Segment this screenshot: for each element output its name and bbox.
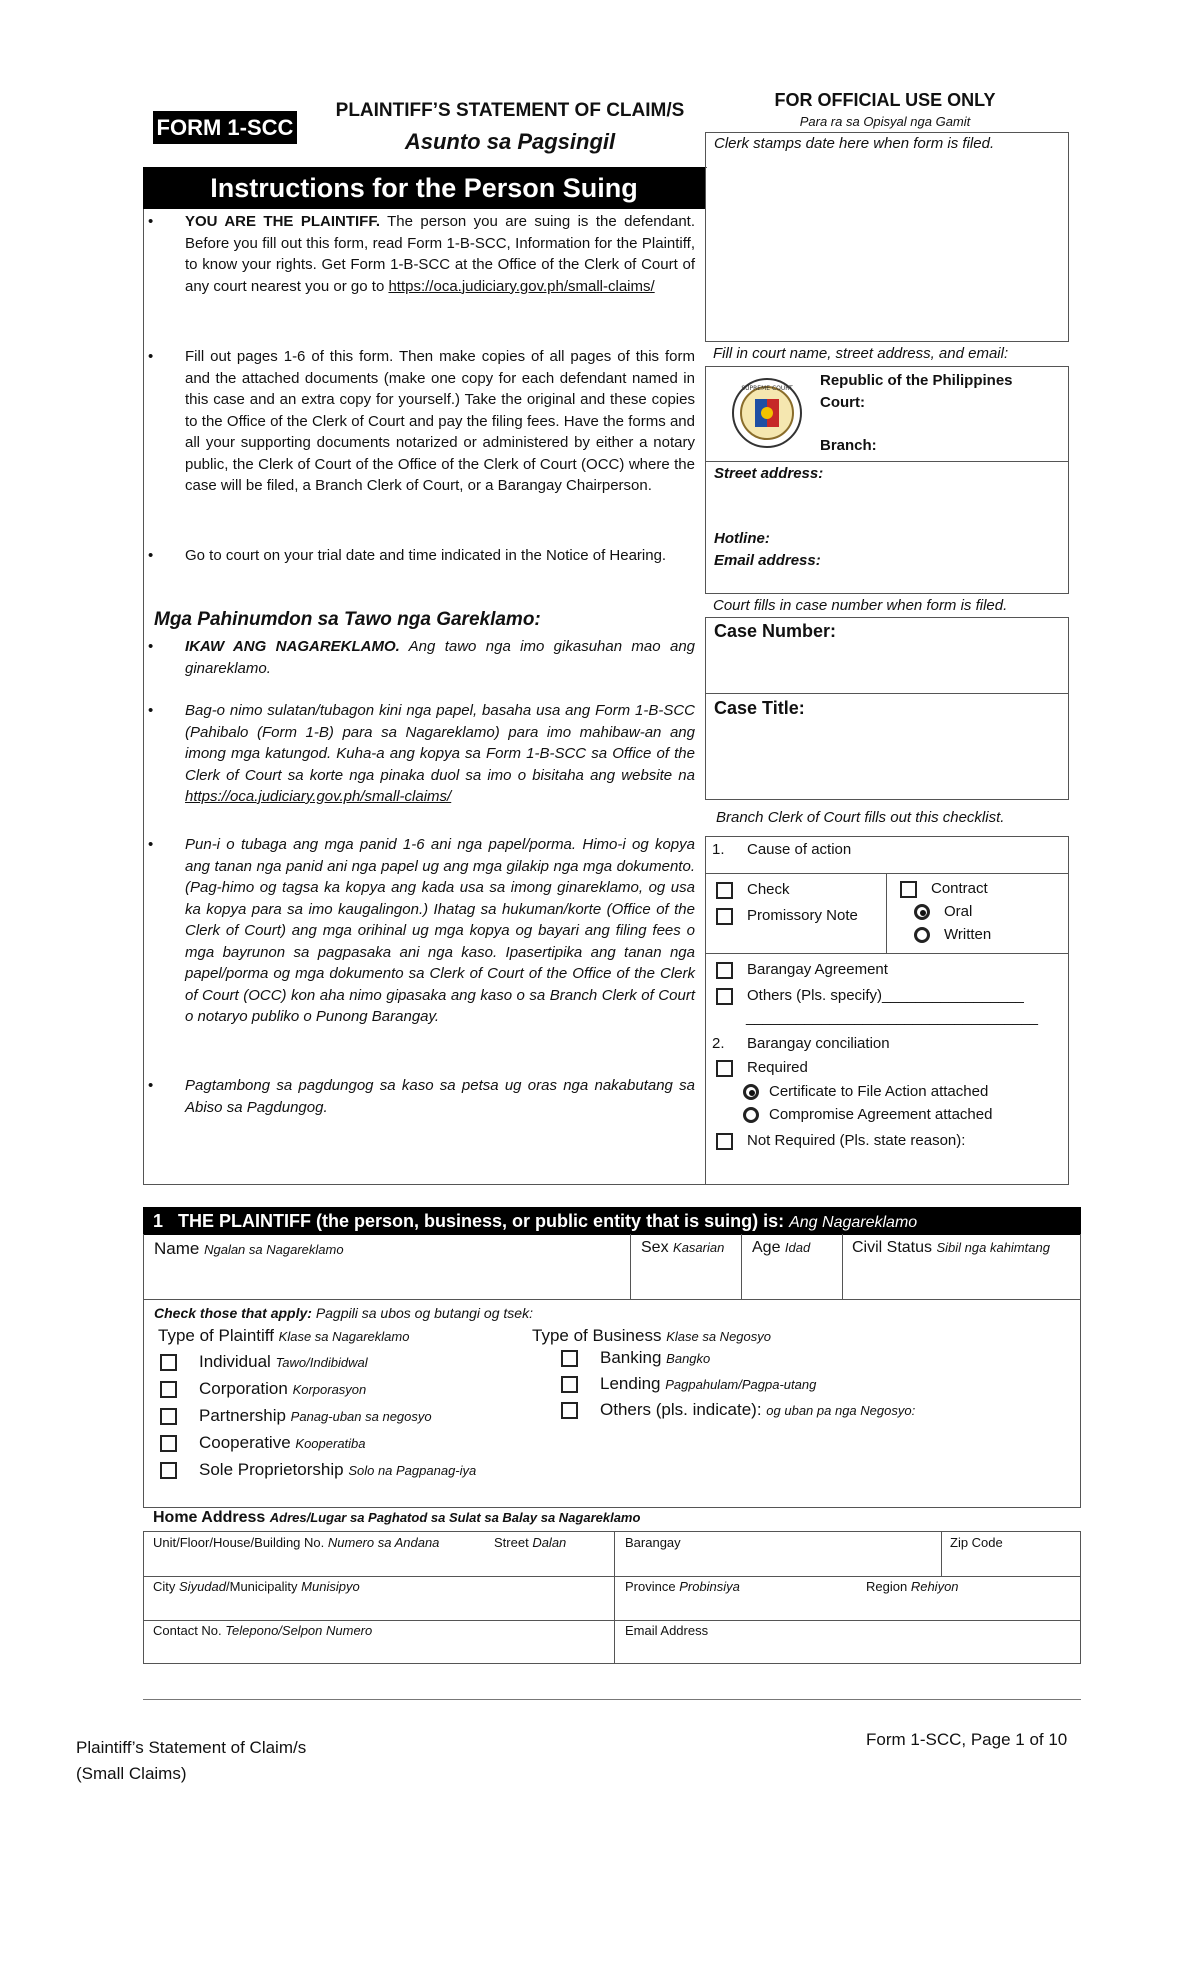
- name-field[interactable]: [154, 1239, 344, 1259]
- plaintiff-box: [143, 1234, 1081, 1508]
- field-translation: Numero sa Andana: [327, 1535, 440, 1550]
- required-option[interactable]: [716, 1059, 808, 1077]
- option-translation: Korporasyon: [292, 1382, 367, 1397]
- plaintiff-type-individual[interactable]: [160, 1352, 368, 1372]
- court-info-caption: Fill in court name, street address, and email:: [713, 345, 1009, 362]
- radio-button[interactable]: [914, 904, 930, 920]
- field-label: Province: [625, 1579, 676, 1594]
- form-code-badge: FORM 1-SCC: [153, 111, 297, 144]
- field-label: City: [153, 1579, 176, 1594]
- option-label: Barangay Agreement: [747, 961, 888, 978]
- street-address-label: Street address:: [714, 465, 824, 482]
- field-label: Name: [154, 1239, 200, 1258]
- radio-button[interactable]: [914, 927, 930, 943]
- court-label: Court:: [820, 394, 865, 411]
- republic-label: Republic of the Philippines: [820, 372, 1013, 389]
- option-label: Individual: [199, 1352, 271, 1371]
- field-label: Street: [494, 1535, 529, 1550]
- business-type-banking[interactable]: [561, 1348, 710, 1368]
- option-translation: Bangko: [666, 1351, 711, 1366]
- compromise-option[interactable]: [743, 1106, 992, 1123]
- option-label: Contract: [931, 880, 988, 897]
- check-apply-instruction: [154, 1305, 533, 1321]
- field-translation: Sibil nga kahimtang: [936, 1240, 1050, 1255]
- branch-label: Branch:: [820, 437, 877, 454]
- checkbox[interactable]: [716, 908, 733, 925]
- checkbox[interactable]: [561, 1376, 578, 1393]
- civil-status-field[interactable]: [852, 1239, 1050, 1257]
- contract-option[interactable]: [900, 880, 988, 898]
- plaintiff-section-heading: [143, 1207, 1081, 1235]
- others-specify-line[interactable]: ___________________________________: [746, 1009, 1038, 1026]
- sex-field[interactable]: [641, 1239, 724, 1257]
- conciliation-number: 2.: [712, 1035, 725, 1052]
- type-of-business-label: [532, 1326, 771, 1346]
- checklist-caption: Branch Clerk of Court fills out this checklist.: [716, 809, 1005, 826]
- small-claims-link[interactable]: https://oca.judiciary.gov.ph/small-claims/: [388, 277, 655, 295]
- group-label: Type of Business: [532, 1326, 662, 1345]
- translation-lead: IKAW ANG NAGAREKLAMO.: [185, 638, 400, 655]
- province-field[interactable]: [625, 1579, 740, 1594]
- group-translation: Klase sa Nagareklamo: [278, 1329, 410, 1344]
- footer-page-number: Form 1-SCC, Page 1 of 10: [866, 1730, 1068, 1749]
- option-label: Partnership: [199, 1406, 286, 1425]
- zip-code-field[interactable]: Zip Code: [950, 1535, 1003, 1550]
- clerk-stamp-caption: Clerk stamps date here when form is filed.: [714, 135, 995, 152]
- bullet-marker: •: [148, 1077, 154, 1094]
- case-caption: Court fills in case number when form is filed.: [713, 597, 1008, 614]
- field-label: Region: [866, 1579, 908, 1594]
- instructions-heading: Instructions for the Person Suing: [143, 167, 705, 209]
- translation-item-4: Pagtambong sa pagdungog sa kaso sa petsa ug oras nga nakabutang sa Abiso sa Pagdungog.: [185, 1077, 695, 1116]
- option-label: Certificate to File Action attached: [769, 1083, 989, 1100]
- option-translation: Panag-uban sa negosyo: [290, 1409, 432, 1424]
- instruction-item-1: [185, 211, 695, 297]
- certificate-option[interactable]: [743, 1083, 988, 1100]
- court-info-box[interactable]: [705, 366, 1069, 594]
- translation-heading: Mga Pahinumdon sa Tawo nga Gareklamo:: [154, 609, 541, 630]
- field-translation: Siyudad: [179, 1579, 226, 1594]
- promissory-note-option[interactable]: [716, 907, 858, 925]
- option-translation: Tawo/Indibidwal: [275, 1355, 368, 1370]
- field-translation: Telepono/Selpon Numero: [225, 1623, 373, 1638]
- checkbox[interactable]: [561, 1350, 578, 1367]
- city-municipality-field[interactable]: [153, 1579, 360, 1594]
- plaintiff-type-corporation[interactable]: [160, 1379, 366, 1399]
- business-type-lending[interactable]: [561, 1374, 816, 1394]
- instruction-lead: YOU ARE THE PLAINTIFF.: [185, 213, 380, 230]
- checkbox[interactable]: [160, 1408, 177, 1425]
- field-translation: Kasarian: [673, 1240, 725, 1255]
- cause-of-action-label: Cause of action: [747, 841, 852, 858]
- field-translation: Munisipyo: [301, 1579, 360, 1594]
- option-label: Not Required (Pls. state reason):: [747, 1132, 966, 1149]
- supreme-court-seal-icon: [731, 377, 803, 449]
- translation-item-1: [185, 636, 695, 679]
- oral-option[interactable]: [914, 903, 972, 920]
- checklist-box: [705, 836, 1069, 1185]
- option-translation: Pagpahulam/Pagpa-utang: [665, 1377, 817, 1392]
- field-label: Unit/Floor/House/Building No.: [153, 1535, 325, 1550]
- email-address-label: Email address:: [714, 552, 821, 569]
- type-of-plaintiff-label: [158, 1326, 409, 1346]
- section-heading-translation: Ang Nagareklamo: [789, 1214, 918, 1231]
- checkbox[interactable]: [716, 1060, 733, 1077]
- option-translation: og uban pa nga Negosyo:: [766, 1403, 916, 1418]
- field-label: Civil Status: [852, 1239, 933, 1256]
- checkbox[interactable]: [716, 962, 733, 979]
- option-label: Cooperative: [199, 1433, 291, 1452]
- option-label: Corporation: [199, 1379, 288, 1398]
- option-label: Lending: [600, 1374, 661, 1393]
- age-field[interactable]: [752, 1239, 810, 1257]
- group-translation: Klase sa Negosyo: [666, 1329, 771, 1344]
- barangay-conciliation-label: Barangay conciliation: [747, 1035, 890, 1052]
- bullet-marker: •: [148, 348, 154, 365]
- cause-number: 1.: [712, 841, 725, 858]
- small-claims-link-tr[interactable]: https://oca.judiciary.gov.ph/small-claims/: [185, 788, 452, 805]
- footer-divider: [143, 1699, 1081, 1700]
- case-number-label: Case Number:: [714, 621, 837, 641]
- footer-form-type: (Small Claims): [76, 1764, 187, 1783]
- group-label: Type of Plaintiff: [158, 1326, 274, 1345]
- translation-item-3: Pun-i o tubaga ang mga panid 1-6 ani nga papel/porma. Himo-i og kopya ang tanan nga panid ani nga papel ug ang mga gilakip nga mga dokumento. (Pag-himo og tagsa ka kopya ang kada usa sa imong ginareklamo, og usa ka kopya para sa imo kaugalingon.) Ihatag sa hukuman/korte (Office of the Clerk of Court) ang mga orihinal ug mga kopya og bayari ang filing fees o mga bayrunon sa pagpasaka ani nga kaso. Ipasertipika ang tanan nga papel/porma og mga dokumento sa Clerk of Court of the Office of the Clerk of Court (OCC) kon aha nimo gipasaka ang kaso o sa Branch Clerk of Court o notaryo publiko o Punong Barangay.: [185, 836, 695, 1025]
- instruction-translation: Pagpili sa ubos og butangi og tsek:: [315, 1305, 533, 1321]
- official-use-heading: FOR OFFICIAL USE ONLY: [774, 90, 996, 110]
- option-label: Others (Pls. specify)________________: [747, 987, 1016, 1004]
- translation-text: Bag-o nimo sulatan/tubagon kini nga papel, basaha usa ang Form 1-B-SCC (Pahibalo (Form 1-B) para sa Nagareklamo) para imo mahibaw-an ang imong mga katungod. Kuha-a ang kopya sa Form 1-B-SCC sa Office of the Clerk of Court sa korte nga pinaka duol sa imo o bisitaha ang website na: [185, 702, 695, 784]
- bullet-marker: •: [148, 638, 154, 655]
- hotline-label: Hotline:: [714, 530, 770, 547]
- home-address-heading: [153, 1509, 640, 1527]
- section-heading-text: THE PLAINTIFF (the person, business, or public entity that is suing) is:: [178, 1211, 785, 1231]
- option-label: Sole Proprietorship: [199, 1460, 344, 1479]
- checkbox[interactable]: [160, 1462, 177, 1479]
- email-address-field[interactable]: Email Address: [625, 1623, 709, 1638]
- checkbox[interactable]: [160, 1435, 177, 1452]
- option-translation: Solo na Pagpanag-iya: [348, 1463, 477, 1478]
- unit-field[interactable]: [153, 1535, 439, 1550]
- instruction-item-2: Fill out pages 1-6 of this form. Then make copies of all pages of this form and the attached documents (make one copy for each defendant named in this case and an extra copy for yourself.) Take the original and these copies to the Office of the Clerk of Court and pay the filing fees. Have the forms and all your supporting documents notarized or administered by either a notary public, the Clerk of Court of the Office of the Clerk of Court (OCC) where the case will be filed, a Branch Clerk of Court, or a Barangay Chairperson.: [185, 348, 695, 494]
- barangay-agreement-option[interactable]: [716, 961, 888, 979]
- option-label: Check: [747, 881, 790, 898]
- plaintiff-type-partnership[interactable]: [160, 1406, 432, 1426]
- checkbox[interactable]: [716, 988, 733, 1005]
- field-label: Sex: [641, 1239, 669, 1256]
- field-translation: Probinsiya: [679, 1579, 740, 1594]
- instruction-item-3: Go to court on your trial date and time indicated in the Notice of Hearing.: [185, 547, 667, 564]
- contact-number-field[interactable]: [153, 1623, 372, 1638]
- checkbox[interactable]: [160, 1381, 177, 1398]
- option-label: Oral: [944, 903, 973, 920]
- case-title-label: Case Title:: [714, 698, 805, 718]
- field-translation: Idad: [784, 1240, 811, 1255]
- field-label: Contact No.: [153, 1623, 222, 1638]
- street-field[interactable]: [494, 1535, 566, 1550]
- bullet-marker: •: [148, 547, 154, 564]
- heading-translation: Adres/Lugar sa Paghatod sa Sulat sa Balay sa Nagareklamo: [269, 1510, 641, 1525]
- translation-item-2: [185, 700, 695, 808]
- instruction-text: The person you are suing is the defendant. Before you fill out this form, read Form 1-B-SCC, Information for the Plaintiff, to know your rights. Get Form 1-B-SCC at the Office of the Clerk of Court of any court nearest you or go to: [185, 213, 695, 295]
- option-label: Required: [747, 1059, 808, 1076]
- bullet-marker: •: [148, 836, 154, 853]
- written-option[interactable]: [914, 926, 991, 943]
- business-type-others[interactable]: [561, 1400, 915, 1420]
- field-label: Age: [752, 1239, 781, 1256]
- checkbox[interactable]: [716, 1133, 733, 1150]
- checkbox[interactable]: [900, 881, 917, 898]
- heading-label: Home Address: [153, 1509, 266, 1526]
- svg-text:SUPREME COURT: SUPREME COURT: [741, 385, 793, 392]
- bullet-marker: •: [148, 702, 154, 719]
- option-label-suffix: _: [1015, 987, 1024, 1004]
- plaintiff-type-cooperative[interactable]: [160, 1433, 366, 1453]
- clerk-stamp-box[interactable]: [705, 132, 1069, 342]
- form-title: PLAINTIFF’S STATEMENT OF CLAIM/S: [335, 100, 685, 121]
- instruction-label: Check those that apply:: [154, 1305, 312, 1321]
- translation-text: Ang tawo nga imo gikasuhan mao ang ginareklamo.: [185, 638, 696, 677]
- checkbox[interactable]: [160, 1354, 177, 1371]
- checkbox[interactable]: [561, 1402, 578, 1419]
- option-translation: Kooperatiba: [295, 1436, 366, 1451]
- official-use-translation: Para ra sa Opisyal nga Gamit: [799, 114, 971, 129]
- address-box: [143, 1531, 1081, 1664]
- region-field[interactable]: [866, 1579, 959, 1594]
- field-translation: Dalan: [532, 1535, 567, 1550]
- case-box[interactable]: [705, 617, 1069, 800]
- option-label: Banking: [600, 1348, 662, 1367]
- radio-button[interactable]: [743, 1107, 759, 1123]
- bullet-marker: •: [148, 213, 154, 230]
- option-label: Promissory Note: [747, 907, 858, 924]
- option-label: Others (pls. indicate):: [600, 1400, 762, 1419]
- checkbox[interactable]: [716, 882, 733, 899]
- plaintiff-type-sole-proprietorship[interactable]: [160, 1460, 476, 1480]
- field-translation: Rehiyon: [910, 1579, 959, 1594]
- form-subtitle: Asunto sa Pagsingil: [404, 129, 616, 154]
- section-number: 1: [153, 1211, 164, 1231]
- option-label: Written: [944, 926, 992, 943]
- option-label: Compromise Agreement attached: [769, 1106, 993, 1123]
- radio-button[interactable]: [743, 1084, 759, 1100]
- field-label: /Municipality: [226, 1579, 298, 1594]
- barangay-field[interactable]: Barangay: [625, 1535, 681, 1550]
- check-option[interactable]: [716, 881, 790, 899]
- footer-form-name: Plaintiff’s Statement of Claim/s: [76, 1738, 307, 1757]
- not-required-option[interactable]: [716, 1132, 965, 1150]
- field-translation: Ngalan sa Nagareklamo: [204, 1242, 344, 1257]
- others-option[interactable]: [716, 987, 1024, 1005]
